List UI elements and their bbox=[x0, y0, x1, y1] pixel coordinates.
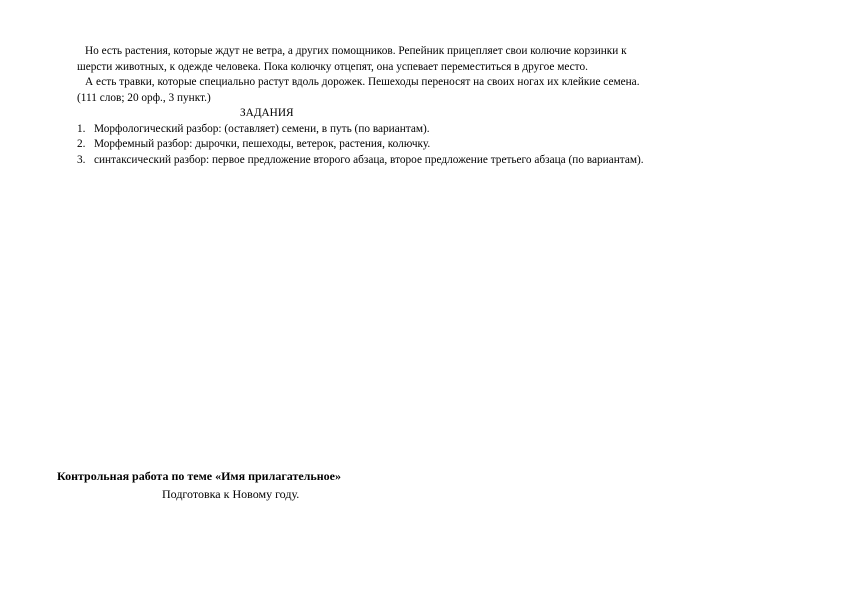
text-block bbox=[77, 44, 777, 168]
paragraph-2-line-1: А есть травки, которые специально растут вдоль дорожек. Пешеходы переносят на своих ногах их клейкие семена. bbox=[85, 76, 640, 88]
task-item bbox=[77, 122, 777, 138]
task-text: синтаксический разбор: первое предложение второго абзаца, второе предложение третьего абзаца (по вариантам). bbox=[94, 153, 644, 166]
paragraph-1-line-2: шерсти животных, к одежде человека. Пока колючку отцепят, она успевает переместиться в другое место. bbox=[77, 60, 588, 73]
task-number: 2. bbox=[77, 138, 86, 150]
paragraph-1-line-1: Но есть растения, которые ждут не ветра, а других помощников. Репейник прицепляет свои колючие корзинки к bbox=[85, 45, 627, 57]
test-subtitle: Подготовка к Новому году. bbox=[162, 487, 300, 501]
tasks-list bbox=[77, 122, 777, 169]
task-number: 1. bbox=[77, 122, 86, 135]
task-text: Морфемный разбор: дырочки, пешеходы, ветерок, растения, колючку. bbox=[94, 138, 431, 150]
task-item bbox=[77, 137, 777, 153]
paragraph-2 bbox=[77, 75, 777, 91]
word-count-stats: (111 слов; 20 орф., 3 пункт.) bbox=[77, 91, 211, 104]
test-title: Контрольная работа по теме «Имя прилагательное» bbox=[57, 469, 342, 483]
task-text: Морфологический разбор: (оставляет) семени, в путь (по вариантам). bbox=[94, 122, 430, 135]
tasks-heading: ЗАДАНИЯ bbox=[240, 107, 294, 119]
paragraph-1 bbox=[77, 44, 777, 75]
task-number: 3. bbox=[77, 153, 86, 166]
task-item bbox=[77, 153, 777, 169]
